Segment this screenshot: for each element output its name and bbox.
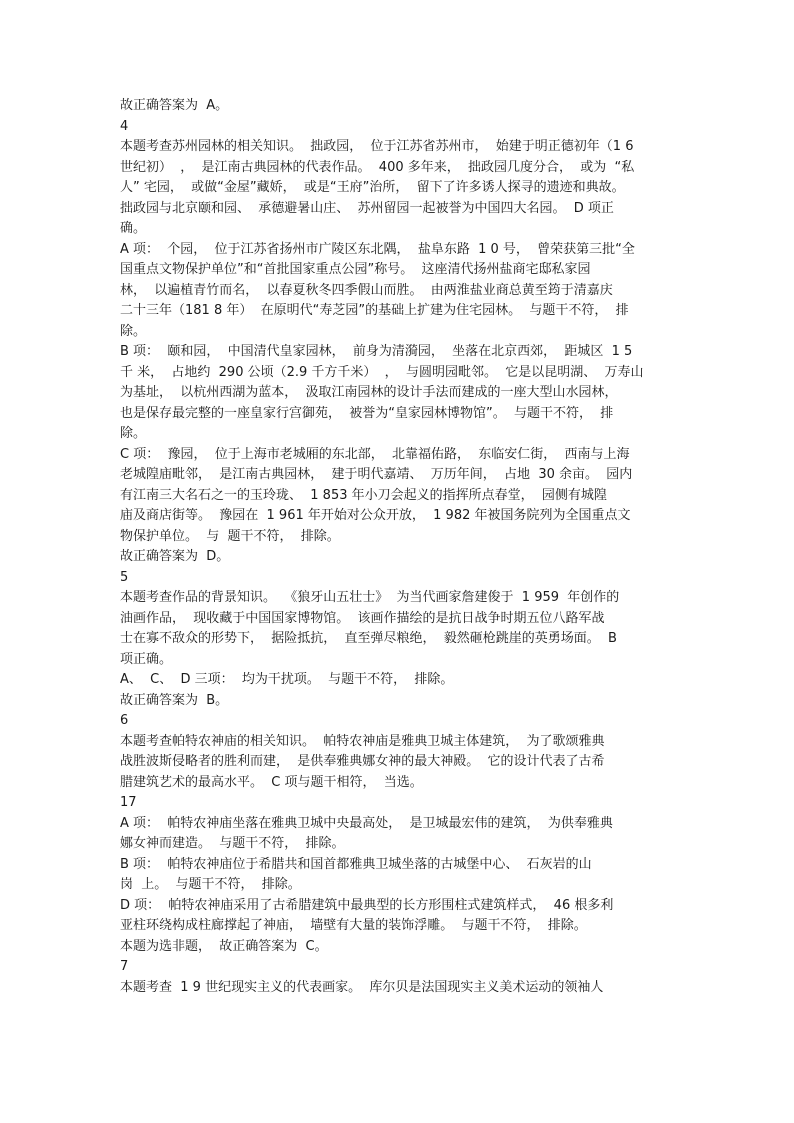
text-line: 确。 [120, 221, 147, 236]
text-line: 故正确答案为 A。 [120, 98, 229, 113]
text-line: 本题考查 1 9 世纪现实主义的代表画家。 库尔贝是法国现实主义美术运动的领袖人 [120, 979, 604, 995]
question-number: 6 [120, 713, 129, 728]
text-line: 二十三年（181 8 年） 在原明代“寿芝园”的基础上扩建为住宅园林。 与题干不符， 排 [120, 303, 629, 318]
text-line: 战胜波斯侵略者的胜利而建， 是供奉雅典娜女神的最大神殿。 它的设计代表了古希 [120, 754, 605, 769]
text-line: 拙政园与北京颐和园、 承德避暑山庄、 苏州留园一起被誉为中国四大名园。 D 项正 [120, 200, 614, 216]
text-line: A 项： 帕特农神庙坐落在雅典卫城中央最高处， 是卫城最宏伟的建筑， 为供奉雅典 [120, 815, 613, 831]
text-line: 本题考查苏州园林的相关知识。 拙政园， 位于江苏省苏州市， 始建于明正德初年（1 6 [120, 139, 634, 154]
text-line: 老城隍庙毗邻， 是江南古典园林， 建于明代嘉靖、 万历年间， 占地 30 余亩。 园内 [120, 467, 633, 482]
text-line: A、 C、 D 三项： 均为干扰项。 与题干不符， 排除。 [120, 672, 454, 687]
page-number: 17 [120, 795, 137, 810]
text-line: B 项： 帕特农神庙位于希腊共和国首都雅典卫城坐落的古城堡中心、 石灰岩的山 [120, 856, 592, 872]
text-line: 除。 [120, 426, 147, 441]
text-line: 故正确答案为 B。 [120, 692, 229, 708]
text-line: A 项： 个园， 位于江苏省扬州市广陵区东北隅， 盐阜东路 1 0 号， 曾荣获第三批“全 [120, 241, 635, 257]
text-line: 本题考查作品的背景知识。 《狼牙山五壮士》 为当代画家詹建俊于 1 959 年创作的 [120, 590, 620, 605]
text-line: 故正确答案为 D。 [120, 549, 230, 564]
text-line: 人” 宅园， 或做“金屋”藏娇， 或是“王府”治所， 留下了许多诱人探寻的遗迹和典故。 [120, 180, 625, 195]
text-line: 本题为选非题， 故正确答案为 C。 [120, 938, 328, 954]
text-line: B 项： 颐和园， 中国清代皇家园林， 前身为清漪园， 坐落在北京西郊， 距城区 1 5 [120, 344, 633, 359]
text-line: C 项： 豫园， 位于上海市老城厢的东北部， 北靠福佑路， 东临安仁街， 西南与上海 [120, 446, 630, 462]
text-line: 士在寡不敌众的形势下， 据险抵抗， 直至弹尽粮绝， 毅然砸枪跳崖的英勇场面。 B [120, 631, 617, 646]
text-line: 除。 [120, 323, 147, 339]
text-line: 娜女神而建造。 与题干不符， 排除。 [120, 836, 345, 851]
question-number: 5 [120, 569, 129, 585]
text-line: 岗 上。 与题干不符， 排除。 [120, 877, 301, 892]
text-line: 千 米， 占地约 290 公顷（2.9 千方千米） ， 与圆明园毗邻。 它是以昆明湖、 万寿山 [120, 364, 644, 380]
text-line: 腊建筑艺术的最高水平。 C 项与题干相符， 当选。 [120, 774, 423, 790]
text-line: D 项： 帕特农神庙采用了古希腊建筑中最典型的长方形围柱式建筑样式， 46 根多利 [120, 897, 614, 913]
text-line: 物保护单位。 与 题干不符， 排除。 [120, 528, 340, 544]
text-line: 庙及商店街等。 豫园在 1 961 年开始对公众开放， 1 982 年被国务院列为全国重点文 [120, 508, 631, 523]
text-line: 油画作品， 现收藏于中国国家博物馆。 该画作描绘的是抗日战争时期五位八路军战 [120, 610, 605, 626]
text-line: 亚柱环绕构成柱廊撑起了神庙， 墙壁有大量的装饰浮雕。 与题干不符， 排除。 [120, 918, 587, 933]
question-number: 7 [120, 959, 129, 974]
text-line: 有江南三大名石之一的玉玲珑、 1 853 年小刀会起义的指挥所点春堂， 园侧有城隍 [120, 487, 607, 503]
document-page [120, 96, 690, 998]
text-line: 也是保存最完整的一座皇家行宫御苑， 被誉为“皇家园林博物馆”。 与题干不符， 排 [120, 405, 614, 421]
text-line: 为基址， 以杭州西湖为蓝本， 汲取江南园林的设计手法而建成的一座大型山水园林， [120, 385, 618, 400]
text-line: 世纪初） ， 是江南古典园林的代表作品。 400 多年来， 拙政园几度分合， 或为 “私 [120, 159, 635, 175]
text-line: 林， 以遍植青竹而名， 以春夏秋冬四季假山而胜。 由两淮盐业商总黄至筠于清嘉庆 [120, 282, 613, 298]
text-line: 国重点文物保护单位”和“首批国家重点公园”称号。 这座清代扬州盐商宅邸私家园 [120, 262, 591, 277]
text-line: 项正确。 [120, 651, 173, 667]
question-number: 4 [120, 118, 129, 134]
text-line: 本题考查帕特农神庙的相关知识。 帕特农神庙是雅典卫城主体建筑， 为了歌颂雅典 [120, 733, 605, 749]
